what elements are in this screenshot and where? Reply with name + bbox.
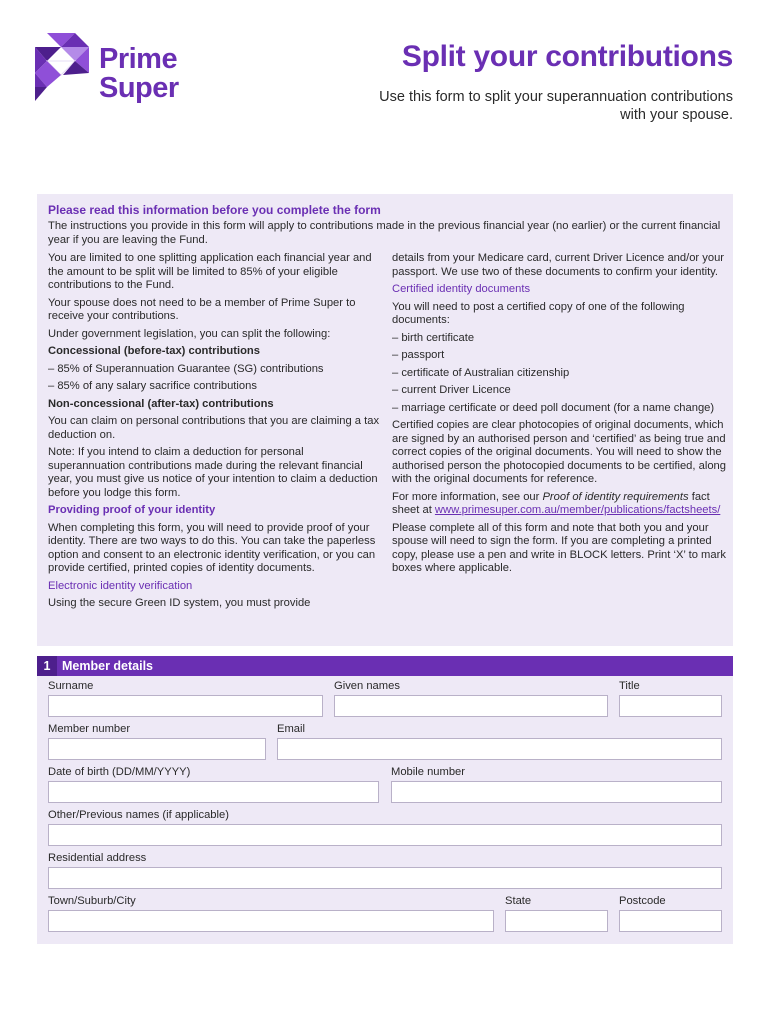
email-field[interactable] — [277, 738, 722, 760]
surname-field[interactable] — [48, 695, 323, 717]
document-item: – marriage certificate or deed poll document (for a name change) — [392, 401, 715, 414]
page-subtitle: Use this form to split your superannuation contributions with your spouse. — [379, 89, 733, 123]
info-paragraph: details from your Medicare card, current Driver Licence and/or your passport. We use two of these documents to confirm your identity. — [392, 252, 725, 278]
logo-wordmark — [99, 45, 179, 103]
logo-wordmark-line2: Super — [99, 72, 179, 104]
postcode-label: Postcode — [619, 895, 666, 907]
info-paragraph: You are limited to one splitting application each financial year and the amount to be split will be limited to 85% of your eligible contributions to the Fund. — [48, 252, 372, 291]
member-details-section — [37, 656, 733, 944]
other-names-field[interactable] — [48, 824, 722, 846]
information-panel — [37, 194, 733, 646]
dob-label: Date of birth (DD/MM/YYYY) — [48, 766, 191, 778]
info-left-column — [48, 252, 383, 615]
info-paragraph: Please complete all of this form and note that both you and your spouse will need to sign the form. If you are completing a printed copy, please use a pen and write in BLOCK letters. Print ‘X’ to mark boxes where applicable. — [392, 521, 726, 574]
certified-documents-heading: Certified identity documents — [392, 283, 531, 295]
postcode-field[interactable] — [619, 910, 722, 932]
info-paragraph: Under government legislation, you can split the following: — [48, 327, 331, 340]
other-names-label: Other/Previous names (if applicable) — [48, 809, 229, 821]
email-label: Email — [277, 723, 305, 735]
title-label: Title — [619, 680, 640, 692]
info-paragraph: You can claim on personal contributions that you are claiming a tax deduction on. — [48, 415, 380, 441]
info-paragraph: You will need to post a certified copy of one of the following documents: — [392, 300, 685, 326]
info-note: Note: If you intend to claim a deduction for personal superannuation contributions made during the relevant financial year, you must give us notice of your intention to claim a deduction before you lodge this form. — [48, 446, 378, 499]
state-label: State — [505, 895, 532, 907]
concessional-heading: Concessional (before-tax) contributions — [48, 345, 260, 357]
mobile-label: Mobile number — [391, 766, 465, 778]
info-paragraph: Using the secure Green ID system, you must provide — [48, 597, 311, 609]
info-paragraph: Your spouse does not need to be a member of Prime Super to receive your contributions. — [48, 296, 356, 322]
info-paragraph: When completing this form, you will need to provide proof of your identity. There are two ways to do this. You can take the paperless option and consent to an electronic identity verification, or you can provide certified, printed copies of identity documents. — [48, 521, 376, 574]
town-field[interactable] — [48, 910, 494, 932]
info-heading: Please read this information before you complete the form — [48, 203, 381, 217]
mobile-field[interactable] — [391, 781, 722, 803]
nonconcessional-heading: Non-concessional (after-tax) contributions — [48, 397, 274, 410]
more-info-mid: fact sheet at — [392, 490, 710, 516]
dob-field[interactable] — [48, 781, 379, 803]
member-number-label: Member number — [48, 723, 131, 735]
document-item: – passport — [392, 349, 445, 361]
page-title: Split your contributions — [401, 40, 733, 73]
member-number-field[interactable] — [48, 738, 266, 760]
document-item: – current Driver Licence — [392, 384, 511, 396]
electronic-verification-heading: Electronic identity verification — [48, 579, 193, 592]
address-label: Residential address — [48, 852, 147, 864]
document-item: – birth certificate — [392, 331, 475, 344]
concessional-item: – 85% of any salary sacrifice contributions — [48, 380, 257, 392]
town-label: Town/Suburb/City — [48, 895, 136, 907]
document-item: – certificate of Australian citizenship — [392, 366, 570, 379]
info-intro: The instructions you provide in this form will apply to contributions made in the previous financial year (no earlier) or the current financial year if you are leaving the Fund. — [48, 220, 721, 246]
prime-super-logo — [35, 33, 205, 105]
factsheet-link[interactable]: www.primesuper.com.au/member/publications/factsheets/ — [434, 504, 721, 516]
state-field[interactable] — [505, 910, 608, 932]
given-names-field[interactable] — [334, 695, 608, 717]
section-number: 1 — [37, 656, 57, 676]
logo-wordmark-line1: Prime — [99, 43, 178, 75]
given-names-label: Given names — [334, 680, 400, 692]
more-info-paragraph — [392, 491, 727, 518]
factsheet-title: Proof of identity requirements — [542, 490, 689, 503]
proof-heading: Providing proof of your identity — [48, 504, 216, 516]
surname-label: Surname — [48, 680, 94, 692]
more-info-prefix: For more information, see our — [392, 490, 543, 503]
info-right-column — [392, 252, 727, 580]
section-header — [37, 656, 733, 676]
info-paragraph: Certified copies are clear photocopies of original documents, which are signed by an authorised person and ‘certified’ as being true and correct copies of the original documents. You will need to show the authorised person the photocopied documents to be certified, along with the original documents for reference. — [392, 419, 726, 485]
title-field[interactable] — [619, 695, 722, 717]
prime-super-logo-mark — [35, 33, 95, 101]
section-title: Member details — [62, 659, 154, 673]
address-field[interactable] — [48, 867, 722, 889]
concessional-item: – 85% of Superannuation Guarantee (SG) contributions — [48, 362, 324, 375]
